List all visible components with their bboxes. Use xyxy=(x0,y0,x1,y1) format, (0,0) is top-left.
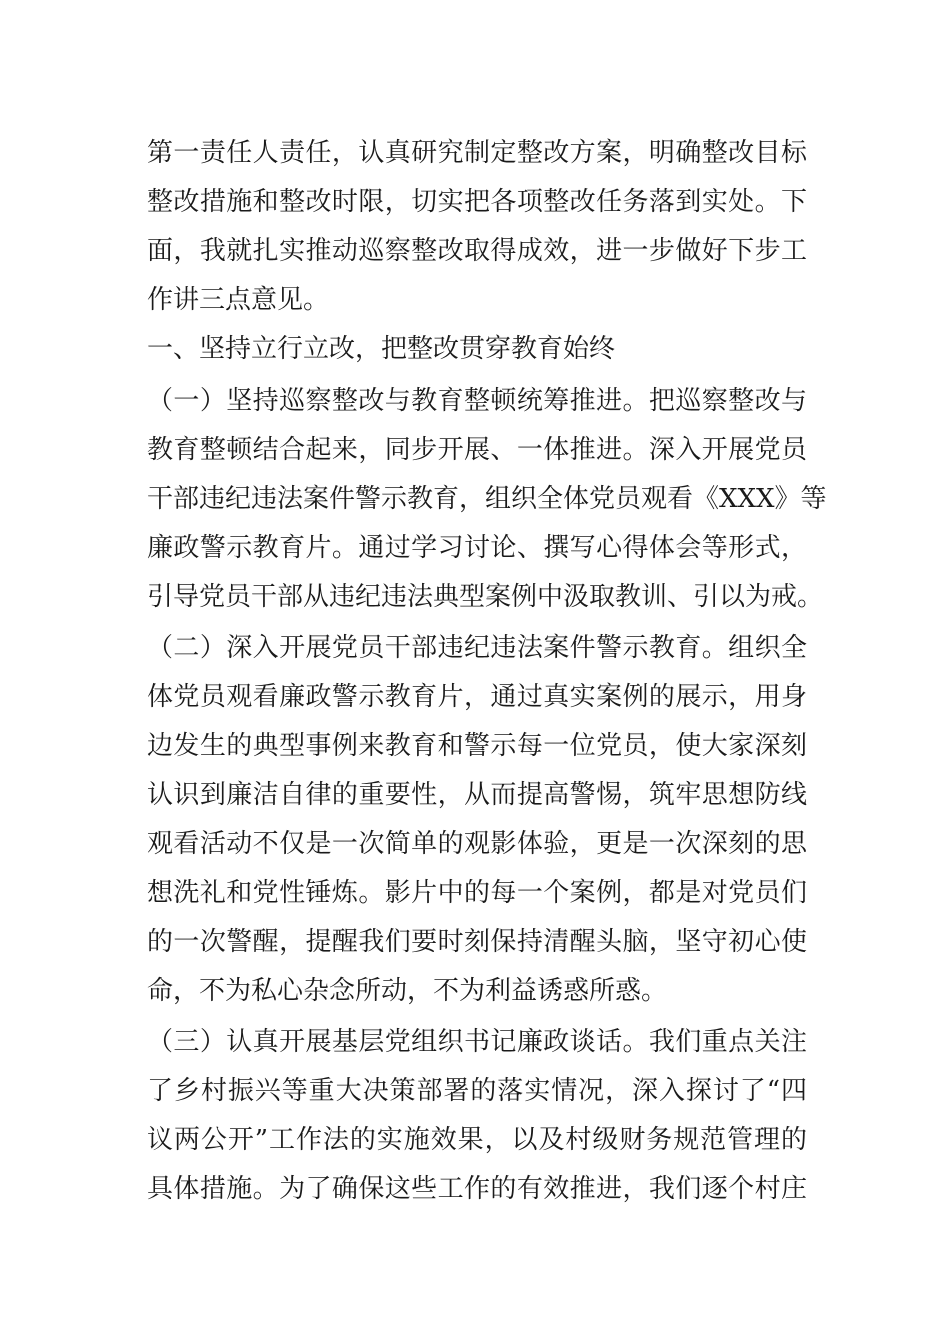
text-line: （三）认真开展基层党组织书记廉政谈话。我们重点关注 xyxy=(147,1027,807,1057)
text-line: 教育整顿结合起来，同步开展、一体推进。深入开展党员 xyxy=(147,435,807,465)
text-line: （二）深入开展党员干部违纪违法案件警示教育。组织全 xyxy=(147,633,807,663)
text-line: 边发生的典型事例来教育和警示每一位党员，使大家深刻 xyxy=(147,731,807,761)
text-line: 想洗礼和党性锤炼。影片中的每一个案例，都是对党员们 xyxy=(147,878,807,908)
text-line: 命，不为私心杂念所动，不为利益诱惑所惑。 xyxy=(147,976,668,1006)
text-line: 议两公开”工作法的实施效果，以及村级财务规范管理的 xyxy=(147,1125,807,1155)
text-line: 了乡村振兴等重大决策部署的落实情况，深入探讨了“四 xyxy=(147,1076,807,1106)
section-heading: 一、坚持立行立改，把整改贯穿教育始终 xyxy=(147,334,616,364)
text-line: 廉政警示教育片。通过学习讨论、撰写心得体会等形式， xyxy=(147,533,807,563)
text-line: 具体措施。为了确保这些工作的有效推进，我们逐个村庄 xyxy=(147,1174,807,1204)
text-line: （一）坚持巡察整改与教育整顿统筹推进。把巡察整改与 xyxy=(147,386,807,416)
text-line: 观看活动不仅是一次简单的观影体验，更是一次深刻的思 xyxy=(147,829,807,859)
text-line: 干部违纪违法案件警示教育，组织全体党员观看《XXX》等 xyxy=(147,484,827,514)
text-line: 引导党员干部从违纪违法典型案例中汲取教训、引以为戒。 xyxy=(147,582,824,612)
text-line: 第一责任人责任，认真研究制定整改方案，明确整改目标 xyxy=(147,138,807,168)
text-line: 的一次警醒，提醒我们要时刻保持清醒头脑，坚守初心使 xyxy=(147,927,807,957)
text-line: 作讲三点意见。 xyxy=(147,285,330,315)
text-line: 面，我就扎实推动巡察整改取得成效，进一步做好下步工 xyxy=(147,236,807,266)
text-line: 认识到廉洁自律的重要性，从而提高警惕，筑牢思想防线 xyxy=(147,780,807,810)
text-line: 体党员观看廉政警示教育片，通过真实案例的展示，用身 xyxy=(147,682,807,712)
text-line: 整改措施和整改时限，切实把各项整改任务落到实处。下 xyxy=(147,187,807,217)
